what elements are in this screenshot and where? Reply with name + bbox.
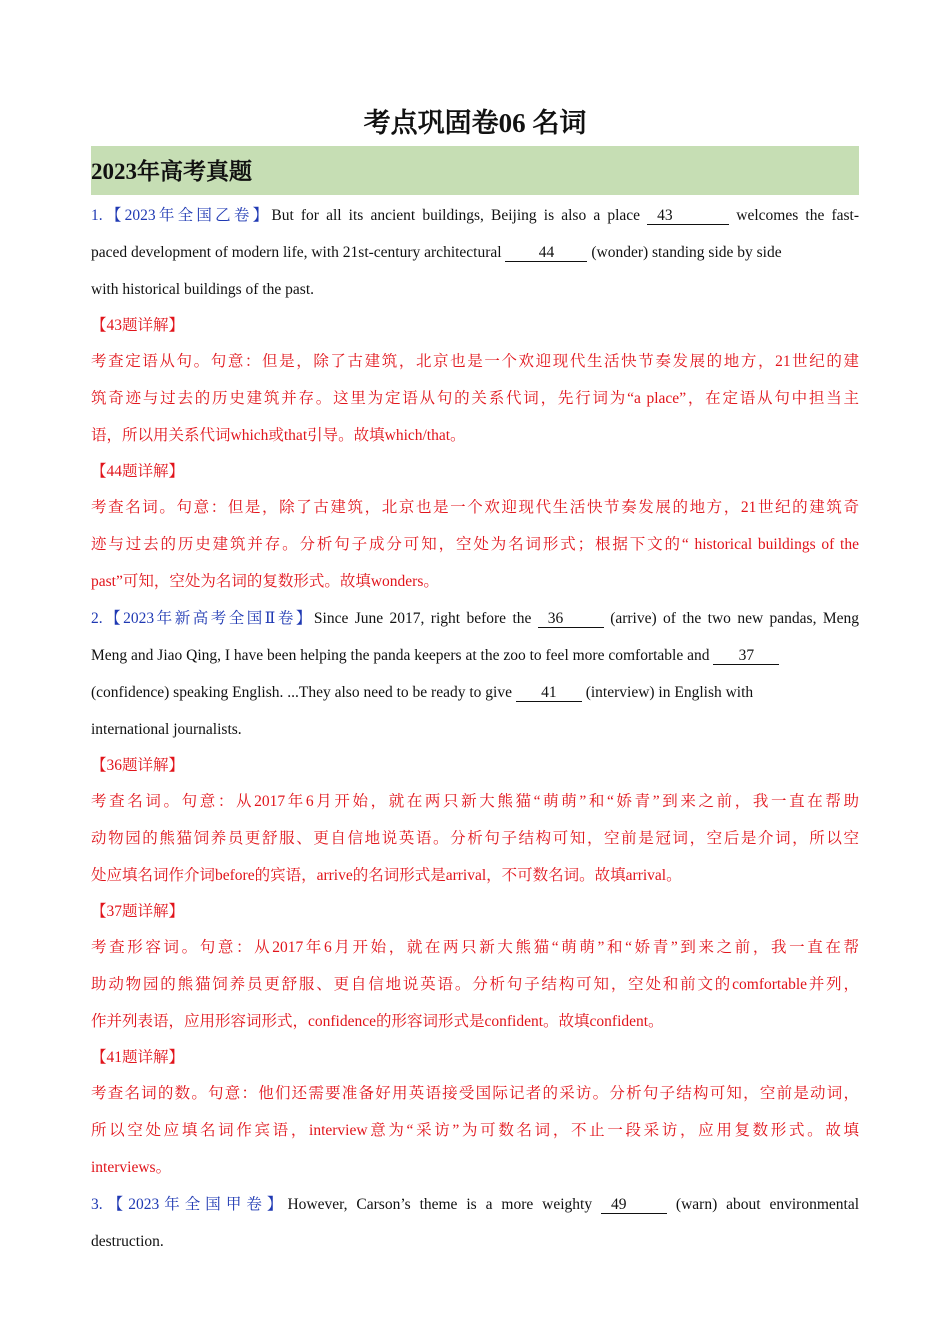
q2-line-4: international journalists. <box>91 721 242 738</box>
q2-line-3 <box>91 674 859 711</box>
q1-source: 【2023年全国乙卷】 <box>102 207 272 224</box>
q2-source: 【2023年新高考全国Ⅱ卷】 <box>102 610 314 627</box>
q1-text-3: paced development of modern life, with 21st-century architectural <box>91 244 502 261</box>
answer-43-line-1: 考查定语从句。句意：但是，除了古建筑，北京也是一个欢迎现代生活快节奏发展的地方，21世纪的建 <box>91 353 859 370</box>
q2-line-2 <box>91 637 859 674</box>
q3-line-1 <box>91 1186 859 1223</box>
answer-44-line-1: 考查名词。句意：但是，除了古建筑，北京也是一个欢迎现代生活快节奏发展的地方，21世纪的建筑奇 <box>91 499 859 516</box>
q1-text-2: welcomes the fast- <box>736 207 859 224</box>
q2-blank-37: 37 <box>713 648 779 665</box>
answer-37-heading: 【37题详解】 <box>91 903 185 920</box>
answer-36-line-1: 考查名词。句意：从2017年6月开始，就在两只新大熊猫“萌萌”和“娇青”到来之前，我一直在帮助 <box>91 793 859 810</box>
q2-blank-36: 36 <box>538 611 604 628</box>
answer-41-line-2: 所以空处应填名词作宾语，interview意为“采访”为可数名词，不止一段采访，应用复数形式。故填 <box>91 1122 859 1139</box>
q2-text-4: (confidence) speaking English. ...They also need to be ready to give <box>91 684 512 701</box>
q1-text-1: But for all its ancient buildings, Beijing is also a place <box>271 207 641 224</box>
answer-37-line-1: 考查形容词。句意：从2017年6月开始，就在两只新大熊猫“萌萌”和“娇青”到来之前，我一直在帮 <box>91 939 859 956</box>
answer-43-line-2: 筑奇迹与过去的历史建筑并存。这里为定语从句的关系代词，先行词为“a place”，在定语从句中担当主 <box>91 390 859 407</box>
answer-41-heading: 【41题详解】 <box>91 1049 185 1066</box>
answer-44-heading: 【44题详解】 <box>91 463 185 480</box>
q1-line-2 <box>91 234 859 271</box>
q3-blank-49: 49 <box>601 1197 667 1214</box>
q3-text-2: (warn) about environmental <box>675 1196 860 1213</box>
q3-line-2: destruction. <box>91 1233 164 1250</box>
answer-43-heading: 【43题详解】 <box>91 317 185 334</box>
q1-text-4: (wonder) standing side by side <box>591 244 782 261</box>
q3-source: 【2023年全国甲卷】 <box>102 1196 288 1213</box>
q1-blank-44: 44 <box>505 245 587 262</box>
q2-number: 2. <box>91 610 103 627</box>
answer-36-heading: 【36题详解】 <box>91 757 185 774</box>
answer-44-line-2: 迹与过去的历史建筑并存。分析句子成分可知，空处为名词形式；根据下文的“ historical buildings of the <box>91 536 859 553</box>
answer-37-line-2: 助动物园的熊猫饲养员更舒服、更自信地说英语。分析句子结构可知，空处和前文的comfortable并列， <box>91 976 859 993</box>
answer-43-line-3: 语，所以用关系代词which或that引导。故填which/that。 <box>91 427 466 444</box>
q2-text-2: (arrive) of the two new pandas, Meng <box>610 610 860 627</box>
answer-36-line-3: 处应填名词作介词before的宾语，arrive的名词形式是arrival，不可数名词。故填arrival。 <box>91 867 682 884</box>
q1-line-3: with historical buildings of the past. <box>91 281 315 298</box>
q2-text-3: Meng and Jiao Qing, I have been helping the panda keepers at the zoo to feel more comfortable and <box>91 647 710 664</box>
answer-36-line-2: 动物园的熊猫饲养员更舒服、更自信地说英语。分析句子结构可知，空前是冠词，空后是介词，所以空 <box>91 830 859 847</box>
q3-text-1: However, Carson’s theme is a more weighty <box>287 1196 593 1213</box>
section-heading: 2023年高考真题 <box>91 146 859 195</box>
q2-text-5: (interview) in English with <box>585 684 754 701</box>
answer-44-line-3: past”可知，空处为名词的复数形式。故填wonders。 <box>91 573 439 590</box>
answer-41-line-3: interviews。 <box>91 1159 172 1176</box>
document-page <box>91 104 859 1260</box>
q3-number: 3. <box>91 1196 103 1213</box>
q2-line-1 <box>91 600 859 637</box>
q1-blank-43: 43 <box>647 208 729 225</box>
answer-37-line-3: 作并列表语，应用形容词形式，confidence的形容词形式是confident。故填confident。 <box>91 1013 664 1030</box>
page-title: 考点巩固卷06 名词 <box>363 108 587 138</box>
q2-blank-41: 41 <box>516 685 582 702</box>
answer-41-line-1: 考查名词的数。句意：他们还需要准备好用英语接受国际记者的采访。分析句子结构可知，空前是动词， <box>91 1085 859 1102</box>
q1-number: 1. <box>91 207 103 224</box>
q1-line-1 <box>91 197 859 234</box>
q2-text-1: Since June 2017, right before the <box>313 610 532 627</box>
